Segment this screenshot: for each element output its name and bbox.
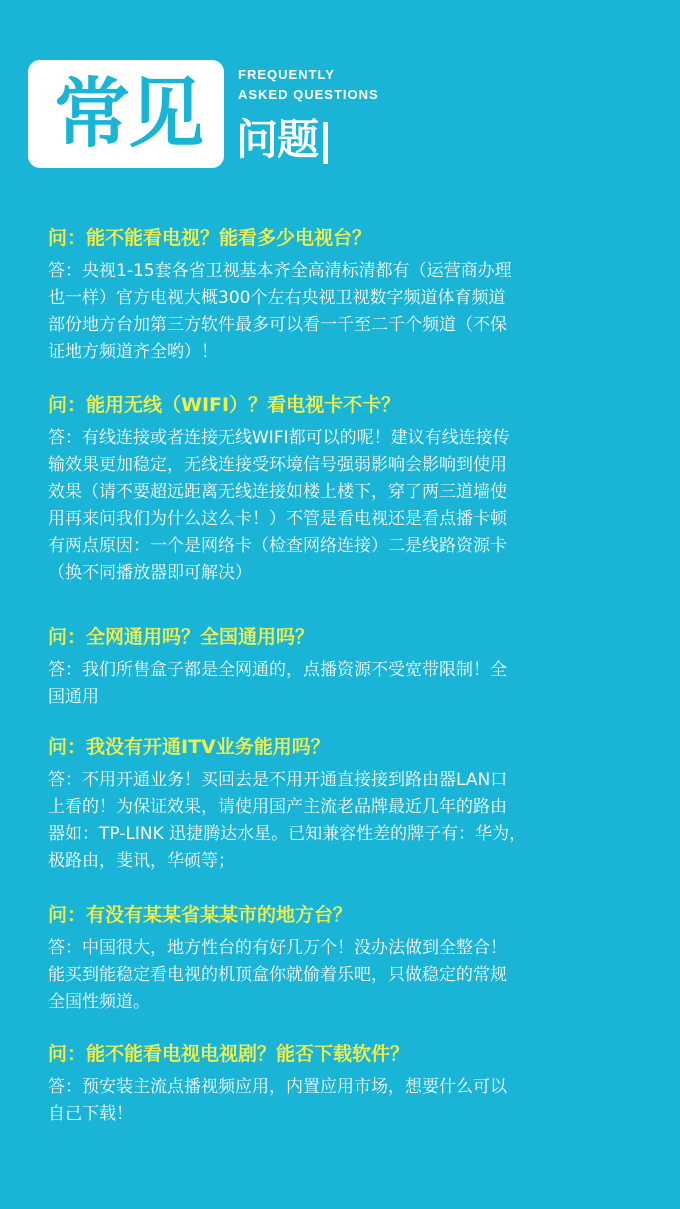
answer-line: 答：我们所售盒子都是全网通的，点播资源不受宽带限制！全 [48,660,507,680]
answer-line: 上看的！为保证效果，请使用国产主流老品牌最近几年的路由 [48,797,507,817]
answer-line: （换不同播放器即可解决） [48,563,252,583]
faq-answer [48,1074,644,1128]
answer-line: 效果（请不要超远距离无线连接如楼上楼下，穿了两三道墙使 [48,482,507,502]
answer-line: 国通用 [48,687,99,707]
faq-item [48,1040,644,1128]
faq-answer [48,657,644,711]
faq-question: 问：能不能看电视？能看多少电视台？ [48,227,372,249]
faq-question: 问：我没有开通ITV业务能用吗？ [48,736,330,758]
title-small: 问题| [236,115,333,164]
answer-line: 证地方频道齐全哟）！ [48,342,218,362]
faq-item [48,733,644,901]
answer-line: 答：预安装主流点播视频应用，内置应用市场，想要什么可以 [48,1077,507,1097]
answer-line: 器如：TP-LINK 迅捷腾达水星。已知兼容性差的牌子有：华为， [48,824,527,844]
answer-line: 自己下载！ [48,1104,133,1124]
faq-question: 问：能用无线（WIFI）？看电视卡不卡？ [48,394,401,416]
title-english-line1: FREQUENTLY [238,67,335,82]
answer-line: 答：中国很大，地方性台的有好几万个！没办法做到全整合！ [48,938,507,958]
faq-answer [48,935,644,1016]
faq-header [28,60,428,168]
faq-item [48,391,644,623]
title-big: 常见 [54,69,202,158]
faq-answer [48,767,644,875]
title-english [238,65,428,105]
faq-answer [48,425,644,587]
faq-question: 问：有没有某某省某某市的地方台？ [48,904,353,926]
faq-list [48,224,644,1128]
answer-line: 全国性频道。 [48,992,150,1012]
title-badge [28,60,224,168]
answer-line: 有两点原因：一个是网络卡（检查网络连接）二是线路资源卡 [48,536,507,556]
title-english-line2: ASKED QUESTIONS [238,87,379,102]
faq-answer [48,258,644,366]
answer-line: 也一样）官方电视大概300个左右央视卫视数字频道体育频道 [48,288,506,308]
faq-question: 问：能不能看电视电视剧？能否下载软件？ [48,1043,410,1065]
answer-line: 用再来问我们为什么这么卡！）不管是看电视还是看点播卡顿 [48,509,507,529]
faq-question: 问：全网通用吗？全国通用吗？ [48,626,315,648]
answer-line: 输效果更加稳定，无线连接受环境信号强弱影响会影响到使用 [48,455,507,475]
answer-line: 答：有线连接或者连接无线WIFI都可以的呢！建议有线连接传 [48,428,510,448]
answer-line: 极路由，斐讯，华硕等； [48,851,235,871]
answer-line: 部份地方台加第三方软件最多可以看一千至二千个频道（不保 [48,315,507,335]
faq-item [48,224,644,391]
faq-item [48,623,644,733]
answer-line: 答：央视1-15套各省卫视基本齐全高清标清都有（运营商办理 [48,261,512,281]
answer-line: 能买到能稳定看电视的机顶盒你就偷着乐吧，只做稳定的常规 [48,965,507,985]
answer-line: 答：不用开通业务！买回去是不用开通直接接到路由器LAN口 [48,770,508,790]
faq-item [48,901,644,1040]
